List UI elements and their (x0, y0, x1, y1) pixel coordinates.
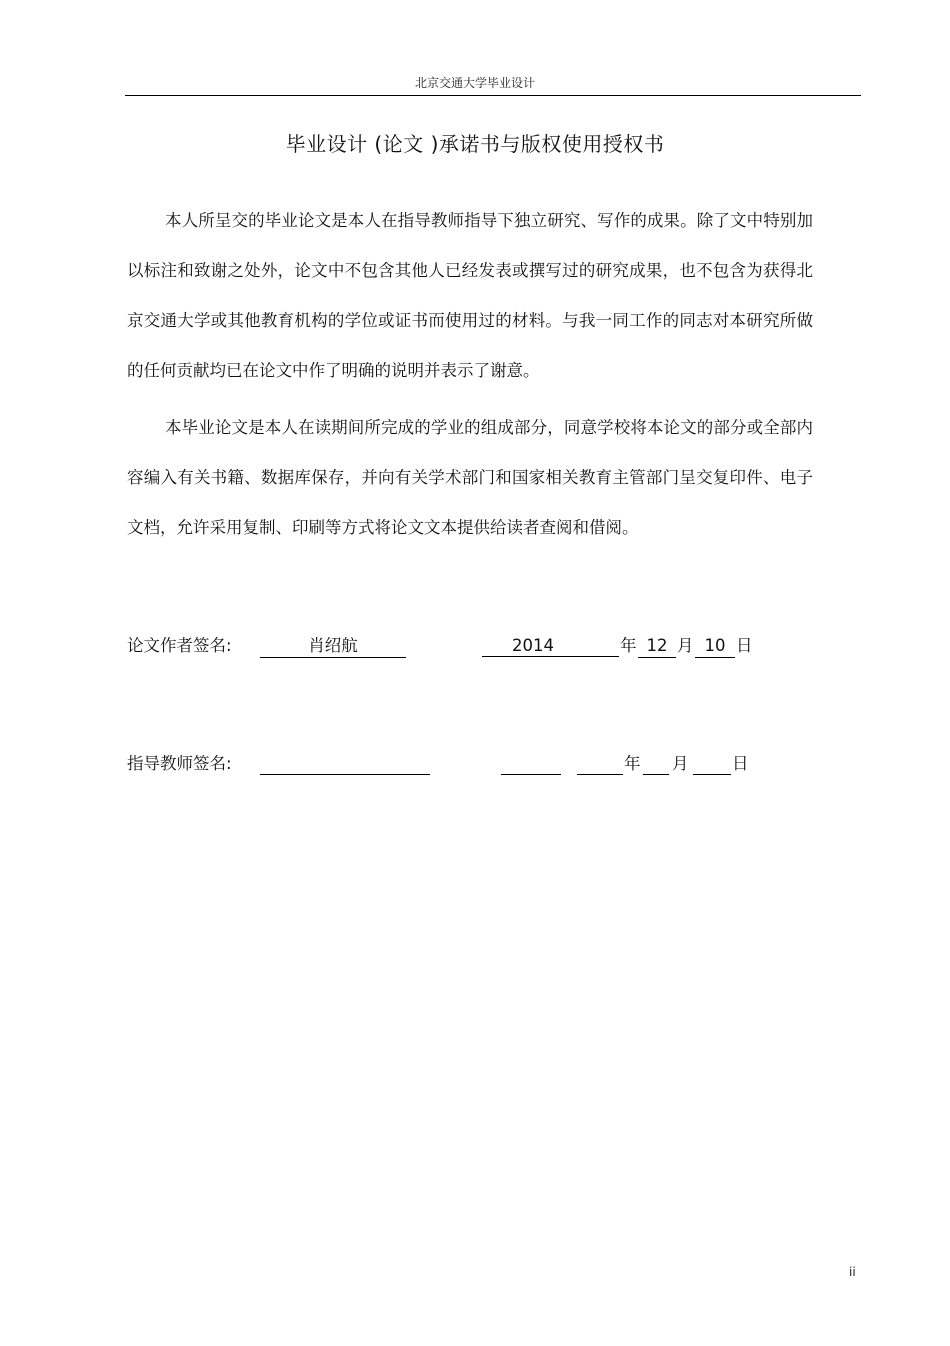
author-month-unit: 月 (677, 636, 694, 655)
author-name-field: 肖绍航 (260, 635, 406, 658)
author-year-unit: 年 (620, 636, 637, 655)
advisor-blank-field (501, 752, 561, 775)
advisor-signature-label: 指导教师签名: (127, 754, 232, 773)
author-signature-row (127, 634, 827, 658)
page-number: ii (849, 1265, 856, 1279)
advisor-day-unit: 日 (732, 754, 749, 773)
advisor-name-field (260, 752, 430, 775)
running-header: 北京交通大学毕业设计 (414, 76, 535, 90)
paragraph-declaration: 本人所呈交的毕业论文是本人在指导教师指导下独立研究、写作的成果。除了文中特别加以标注和致谢之处外，论文中不包含其他人已经发表或撰写过的研究成果，也不包含为获得北京交通大学或其他教育机构的学位或证书而使用过的材料。与我一同工作的同志对本研究所做的任何贡献均已在论文中作了明确的说明并表示了谢意。 (127, 211, 813, 380)
author-year-field: 2014 (482, 635, 619, 657)
advisor-month-unit: 月 (672, 754, 689, 773)
header-divider (125, 95, 861, 96)
author-day-field: 10 (695, 635, 735, 658)
advisor-month-field (643, 752, 669, 775)
advisor-day-field (693, 752, 731, 775)
advisor-year-field (577, 752, 623, 775)
paragraph-authorization: 本毕业论文是本人在读期间所完成的学业的组成部分，同意学校将本论文的部分或全部内容编入有关书籍、数据库保存，并向有关学术部门和国家相关教育主管部门呈交复印件、电子文档，允许采用复制、印刷等方式将论文文本提供给读者查阅和借阅。 (127, 418, 813, 537)
advisor-year-unit: 年 (624, 754, 641, 773)
author-signature-label: 论文作者签名: (127, 636, 232, 655)
advisor-signature-row (127, 752, 827, 776)
author-day-unit: 日 (736, 636, 753, 655)
author-month-field: 12 (638, 635, 676, 658)
document-title: 毕业设计 (论文 )承诺书与版权使用授权书 (285, 132, 665, 156)
